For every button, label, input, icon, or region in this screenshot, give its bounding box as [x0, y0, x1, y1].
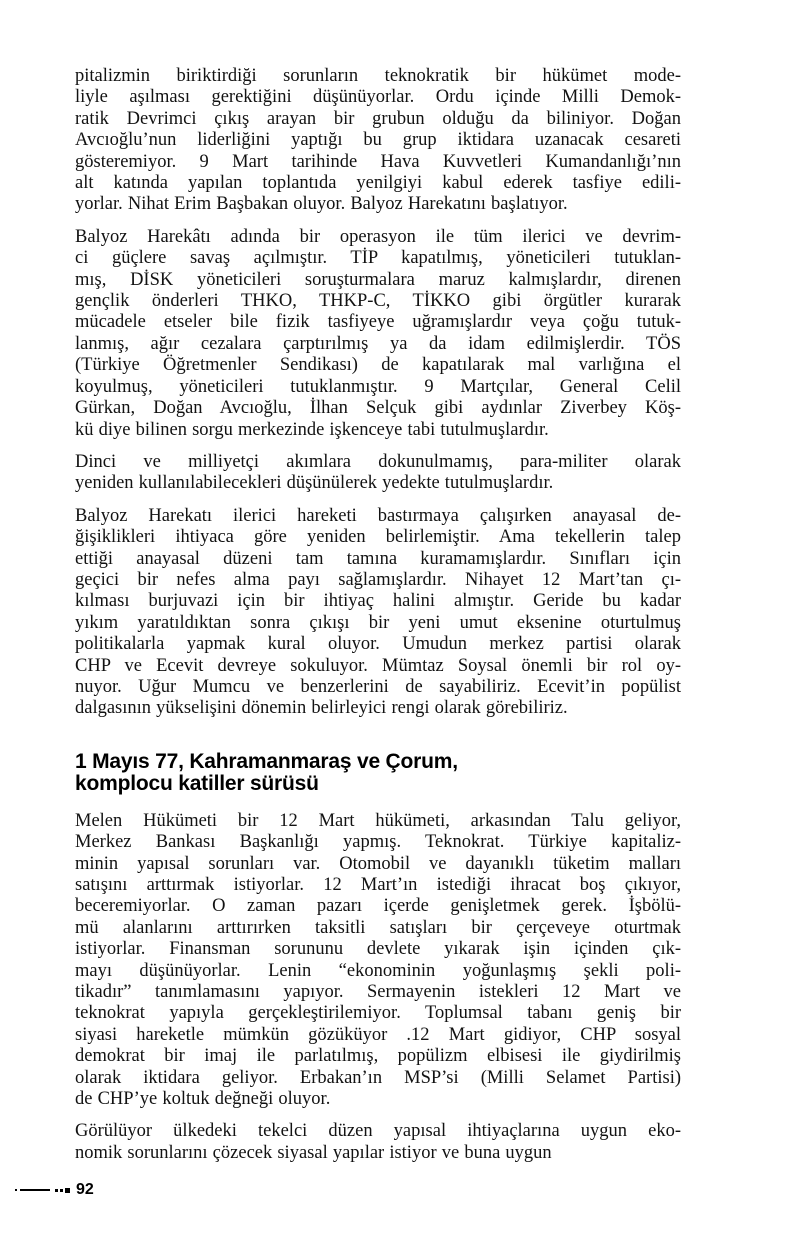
text-line: yıkım yaratıldıktan sonra çıkışı bir yeni umut eksenine oturtulmuş: [75, 612, 681, 633]
text-line: pitalizmin biriktirdiği sorunların teknokratik bir hükümet mode-: [75, 66, 681, 86]
text-line: dalgasının yükselişini dönemin belirleyici rengi olarak görebiliriz.: [75, 698, 568, 719]
text-line: gösteremiyor. 9 Mart tarihinde Hava Kuvvetleri Kumandanlığı’nın: [75, 151, 681, 172]
text-line: minin yapısal sorunları var. Otomobil ve dayanıklı tüketim malları: [75, 853, 681, 874]
paragraph-4: [75, 506, 681, 720]
text-line: alt katında yapılan toplantıda yenilgiyi kabul ederek tasfiye edili-: [75, 173, 681, 194]
paragraph-2: [75, 227, 681, 441]
footer-large-square-ornament: [65, 1188, 70, 1193]
text-line: tikadır” tanımlamasını yapıyor. Sermayenin istekleri 12 Mart ve: [75, 982, 681, 1003]
text-line: beceremiyorlar. O zaman pazarı içerde genişletmek gerek. İşbölü-: [75, 896, 681, 917]
text-line: de CHP’ye koltuk değneği oluyor.: [75, 1089, 331, 1110]
text-line: teknokrat yapıyla gerçekleştirilemiyor. Toplumsal tabanı geniş bir: [75, 1003, 681, 1024]
paragraph-5: [75, 811, 681, 1111]
text-line: Merkez Bankası Başkanlığı yapmış. Teknokrat. Türkiye kapitaliz-: [75, 832, 681, 853]
text-line: liyle aşılması gerektiğini düşünüyorlar. Ordu içinde Milli Demok-: [75, 87, 681, 108]
text-line: CHP ve Ecevit devreye sokuluyor. Mümtaz Soysal önemli bir rol oy-: [75, 655, 681, 676]
text-line: satışını arttırmak istiyorlar. 12 Mart’ın istediği ihracat boş çıkıyor,: [75, 875, 681, 895]
text-line: nuyor. Uğur Mumcu ve benzerlerini de sayabiliriz. Ecevit’in popülist: [75, 676, 681, 697]
text-line: Görülüyor ülkedeki tekelci düzen yapısal ihtiyaçlarına uygun eko-: [75, 1121, 681, 1142]
text-line: gençlik önderleri THKO, THKP-C, TİKKO gibi örgütler kurarak: [75, 291, 681, 312]
paragraph-1: [75, 66, 681, 216]
section-heading-line-2: komplocu katiller sürüsü: [75, 772, 319, 796]
text-line: lanmış, ağır cezalara çarptırılmış ya da idam edilmişlerdir. TÖS: [75, 333, 681, 354]
text-line: Avcıoğlu’nun liderliğini yaptığı bu grup iktidara uzanacak cesareti: [75, 130, 681, 151]
text-line: nomik sorunlarını çözecek siyasal yapılar istiyor ve buna uygun: [75, 1142, 552, 1163]
text-line: Gürkan, Doğan Avcıoğlu, İlhan Selçuk gibi aydınlar Ziverbey Köş-: [75, 398, 681, 419]
text-line: ci güçlere savaş açılmıştır. TİP kapatılmış, yöneticileri tutuklan-: [75, 248, 681, 269]
text-line: (Türkiye Öğretmenler Sendikası) de kapatılarak mal varlığına el: [75, 355, 681, 376]
text-line: ğişiklikleri ihtiyaca göre yeniden belirlemiştir. Ama tekellerin talep: [75, 527, 681, 548]
text-line: kılması burjuvazi için bir ihtiyaç halini almıştır. Geride bu kadar: [75, 591, 681, 612]
text-line: ratik Devrimci çıkış arayan bir grubun olduğu da biliniyor. Doğan: [75, 108, 681, 129]
paragraph-3: [75, 452, 681, 495]
text-line: Balyoz Harekâtı adında bir operasyon ile tüm ilerici ve devrim-: [75, 226, 681, 247]
text-line: Dinci ve milliyetçi akımlara dokunulmamış, para-militer olarak: [75, 451, 681, 472]
text-line: siyasi hareketle mümkün gözüküyor .12 Mart gidiyor, CHP sosyal: [75, 1024, 681, 1045]
footer-dot-ornament: [15, 1189, 17, 1191]
footer-small-square-ornament: [55, 1189, 58, 1192]
section-heading-line-1: 1 Mayıs 77, Kahramanmaraş ve Çorum,: [75, 749, 458, 773]
text-line: olarak iktidara geliyor. Erbakan’ın MSP’si (Milli Selamet Partisi): [75, 1067, 681, 1088]
text-line: yorlar. Nihat Erim Başbakan oluyor. Balyoz Harekatını başlatıyor.: [75, 194, 568, 215]
text-line: yeniden kullanılabilecekleri düşünülerek yedekte tutulmuşlardır.: [75, 473, 554, 494]
section-heading: [75, 751, 681, 796]
paragraph-6: [75, 1121, 681, 1164]
page-footer: [15, 1181, 94, 1199]
text-line: politikalarla yapmak kural oluyor. Umudun merkez partisi olarak: [75, 634, 681, 655]
text-line: ettiği anayasal düzeni tam tamına kuramamışlardır. Sınıfları için: [75, 548, 681, 569]
text-line: mış, DİSK yöneticileri soruşturmalara maruz kalmışlardır, direnen: [75, 269, 681, 290]
text-line: geçici bir nefes alma payı sağlamışlardır. Nihayet 12 Mart’tan çı-: [75, 569, 681, 590]
text-line: kü diye bilinen sorgu merkezinde işkenceye tabi tutulmuşlardır.: [75, 419, 549, 440]
text-line: Melen Hükümeti bir 12 Mart hükümeti, arkasından Talu geliyor,: [75, 810, 681, 831]
text-line: mü alanlarını arttırırken taksitli satışları bir çerçeveye oturtmak: [75, 917, 681, 938]
footer-small-square-ornament: [60, 1189, 63, 1192]
page-text-block: [75, 66, 681, 1175]
text-line: koyulmuş, yöneticileri tutuklanmıştır. 9 Martçılar, General Celil: [75, 376, 681, 397]
text-line: demokrat bir imaj ile parlatılmış, popülizm elbisesi ile giydirilmiş: [75, 1046, 681, 1067]
text-line: Balyoz Harekatı ilerici hareketi bastırmaya çalışırken anayasal de-: [75, 505, 681, 526]
footer-rule-ornament: [20, 1189, 50, 1191]
text-line: mayı düşünüyorlar. Lenin “ekonominin yoğunlaşmış şekli poli-: [75, 960, 681, 981]
page-number: 92: [76, 1181, 94, 1198]
text-line: mücadele etseler bile fizik tasfiyeye uğramışlardır veya çoğu tutuk-: [75, 312, 681, 333]
text-line: istiyorlar. Finansman sorununu devlete yıkarak işin içinden çık-: [75, 939, 681, 960]
